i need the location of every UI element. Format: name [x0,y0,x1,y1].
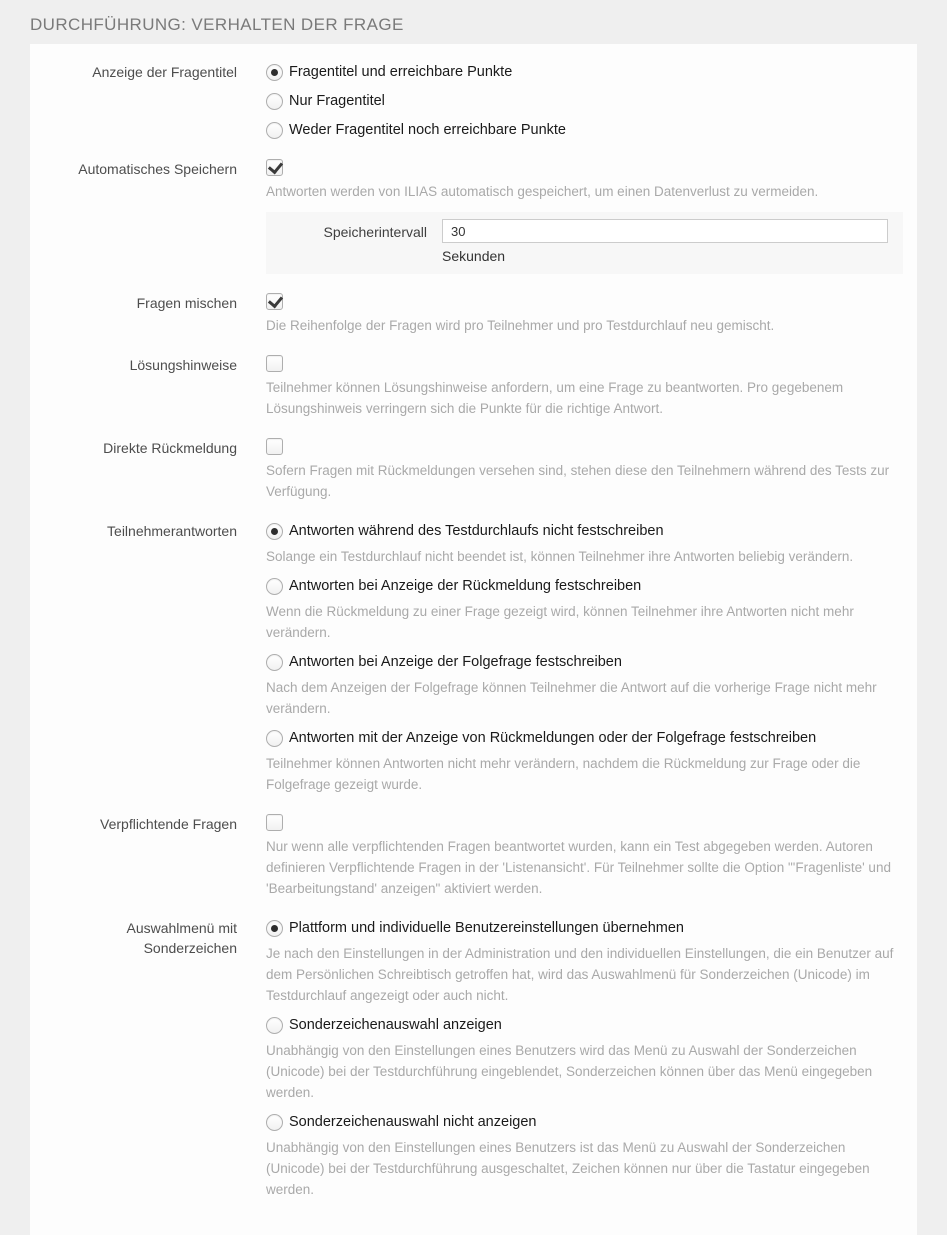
field-direct-feedback [30,438,917,502]
section-header [0,0,947,44]
sub-field-label: Speicherintervall [323,224,427,240]
radio-button[interactable] [266,93,283,110]
field-autosave [30,159,917,274]
radio-option[interactable] [266,576,903,643]
direct-feedback-checkbox[interactable] [266,438,283,455]
option-help-text: Nach dem Anzeigen der Folgefrage können Teilnehmer die Antwort auf die vorherige Frage nicht mehr verändern. [266,680,877,716]
radio-option-label[interactable]: Plattform und individuelle Benutzereinstellungen übernehmen [289,920,684,936]
radio-button[interactable] [266,654,283,671]
field-label: Fragen mischen [136,295,237,311]
field-help-text: Die Reihenfolge der Fragen wird pro Teilnehmer und pro Testdurchlauf neu gemischt. [266,318,775,333]
field-special-characters-menu [30,918,917,1200]
option-help-text: Je nach den Einstellungen in der Administration und den individuellen Einstellungen, die ein Benutzer auf dem Persönlichen Schreibtisch getroffen hat, wird das Auswahlmenü für Sonderzeichen (Unicode) im Testdurchlauf angezeigt oder auch nicht. [266,946,894,1003]
field-help-text: Nur wenn alle verpflichtenden Fragen beantwortet wurden, kann ein Test abgegeben werden. Autoren definieren Verpflichtende Fragen in der 'Listenansicht'. Für Teilnehmer sollte die Option "'Fragenliste' und 'Bearbeitungstand' anzeigen" aktiviert werden. [266,839,891,896]
field-obligatory-questions [30,814,917,899]
radio-option-label[interactable]: Sonderzeichenauswahl anzeigen [289,1017,502,1033]
option-help-text: Wenn die Rückmeldung zu einer Frage gezeigt wird, können Teilnehmer ihre Antworten nicht mehr verändern. [266,604,854,640]
radio-option[interactable] [266,728,903,795]
save-interval-unit: Sekunden [442,248,506,264]
radio-button[interactable] [266,122,283,139]
radio-option-label[interactable]: Antworten bei Anzeige der Folgefrage festschreiben [289,654,622,670]
shuffle-questions-checkbox[interactable] [266,293,283,310]
option-help-text: Teilnehmer können Antworten nicht mehr verändern, nachdem die Rückmeldung zur Frage oder die Folgefrage gezeigt wurde. [266,756,861,792]
radio-option[interactable] [266,521,903,567]
radio-button[interactable] [266,730,283,747]
option-help-text: Solange ein Testdurchlauf nicht beendet ist, können Teilnehmer ihre Antworten beliebig verändern. [266,549,854,564]
radio-option-label[interactable]: Antworten mit der Anzeige von Rückmeldungen oder der Folgefrage festschreiben [289,730,817,746]
radio-option-label[interactable]: Antworten während des Testdurchlaufs nicht festschreiben [289,523,664,539]
solution-hints-checkbox[interactable] [266,355,283,372]
field-help-text: Sofern Fragen mit Rückmeldungen versehen sind, stehen diese den Teilnehmern während des Tests zur Verfügung. [266,463,890,499]
radio-option-label[interactable]: Fragentitel und erreichbare Punkte [289,64,513,80]
radio-option[interactable] [266,1015,903,1103]
radio-option-label[interactable]: Weder Fragentitel noch erreichbare Punkte [289,122,566,138]
radio-button[interactable] [266,64,283,81]
radio-button[interactable] [266,578,283,595]
radio-button[interactable] [266,523,283,540]
radio-button[interactable] [266,1017,283,1034]
field-shuffle-questions [30,293,917,336]
option-help-text: Unabhängig von den Einstellungen eines Benutzers ist das Menü zu Auswahl der Sonderzeichen (Unicode) bei der Testdurchführung ausgeschaltet, Zeichen können nur über die Tastatur eingegeben werden. [266,1140,870,1197]
field-label: Direkte Rückmeldung [103,440,237,456]
radio-option[interactable] [266,120,903,140]
radio-button[interactable] [266,1114,283,1131]
field-label: Anzeige der Fragentitel [92,64,237,80]
radio-option[interactable] [266,918,903,1006]
radio-button[interactable] [266,920,283,937]
radio-option-label[interactable]: Sonderzeichenauswahl nicht anzeigen [289,1114,537,1130]
field-help-text: Teilnehmer können Lösungshinweise anfordern, um eine Frage zu beantworten. Pro gegebenem Lösungshinweis verringern sich die Punkte für die richtige Antwort. [266,380,844,416]
field-label: Verpflichtende Fragen [100,816,237,832]
obligatory-questions-checkbox[interactable] [266,814,283,831]
section-title: DURCHFÜHRUNG: VERHALTEN DER FRAGE [30,15,404,34]
field-label: Teilnehmerantworten [107,523,237,539]
option-help-text: Unabhängig von den Einstellungen eines Benutzers wird das Menü zu Auswahl der Sonderzeichen (Unicode) bei der Testdurchführung eingeblendet, Sonderzeichen können über das Menü eingegeben werden. [266,1043,873,1100]
autosave-checkbox[interactable] [266,159,283,176]
form-panel [30,44,917,1235]
field-help-text: Antworten werden von ILIAS automatisch gespeichert, um einen Datenverlust zu vermeiden. [266,184,819,199]
radio-option[interactable] [266,1112,903,1200]
radio-option-label[interactable]: Antworten bei Anzeige der Rückmeldung festschreiben [289,578,642,594]
radio-option[interactable] [266,62,903,82]
radio-option[interactable] [266,652,903,719]
autosave-subpanel [266,212,903,274]
field-label: Auswahlmenü mit Sonderzeichen [126,920,237,956]
field-label: Automatisches Speichern [78,161,237,177]
field-solution-hints [30,355,917,419]
field-participant-answers [30,521,917,795]
save-interval-input[interactable] [442,219,888,243]
field-label: Lösungshinweise [129,357,237,373]
radio-option[interactable] [266,91,903,111]
radio-option-label[interactable]: Nur Fragentitel [289,93,385,109]
field-question-title-display [30,62,917,140]
